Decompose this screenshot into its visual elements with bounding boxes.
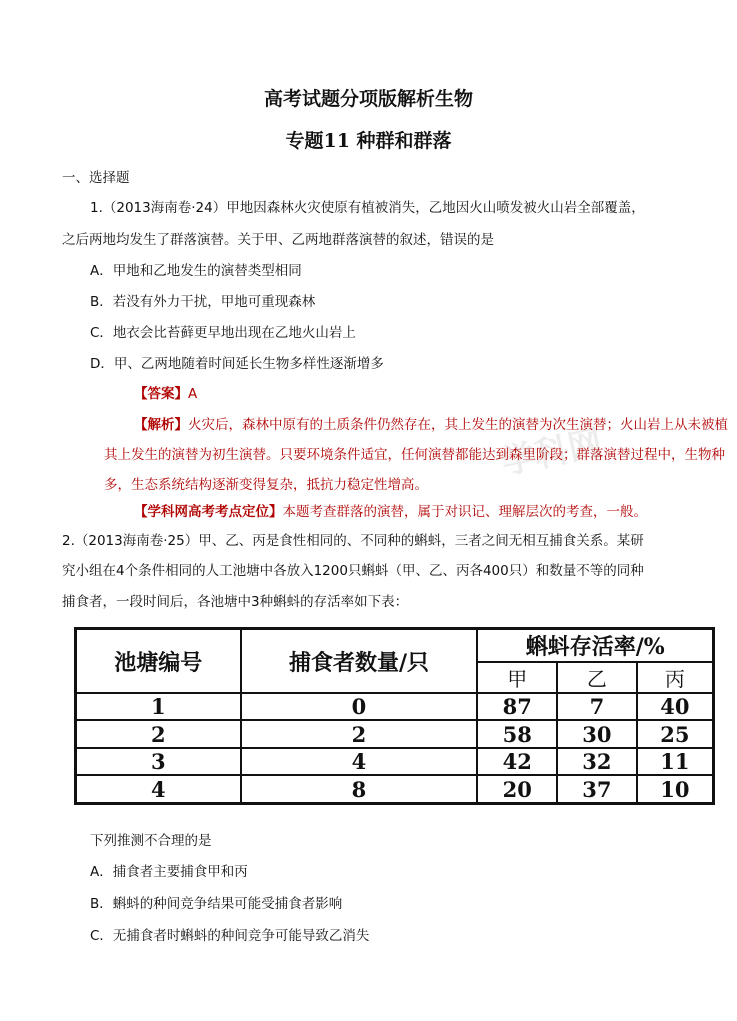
page-title: 高考试题分项版解析生物: [263, 88, 473, 110]
q1-option-a: A．甲地和乙地发生的演替类型相同: [90, 263, 302, 279]
subheader-jia: 甲: [477, 662, 557, 693]
section-heading: 一、选择题: [62, 170, 130, 186]
cell-pond: 2: [76, 720, 241, 747]
q2-option-c: C．无捕食者时蝌蚪的种间竞争可能导致乙消失: [90, 928, 370, 944]
cell-yi: 37: [557, 775, 637, 803]
cell-jia: 20: [477, 775, 557, 803]
analysis-text-1: 火灾后，森林中原有的土质条件仍然存在，其上发生的演替为次生演替；火山岩上从未被植: [188, 417, 728, 433]
cell-pond: 4: [76, 775, 241, 803]
q1-analysis-line2: 其上发生的演替为初生演替。只要环境条件适宜，任何演替都能达到森里阶段；群落演替过程中，生物种: [104, 447, 725, 463]
q2-question: 下列推测不合理的是: [90, 833, 212, 849]
table-row: [76, 720, 714, 747]
cell-predator: 2: [241, 720, 478, 747]
cell-predator: 8: [241, 775, 478, 803]
survival-table: [74, 627, 715, 805]
watermark-text: 学科网: [497, 422, 606, 484]
q1-option-c: C．地衣会比苔藓更早地出现在乙地火山岩上: [90, 325, 356, 341]
q1-analysis-line3: 多，生态系统结构逐渐变得复杂，抵抗力稳定性增高。: [104, 477, 428, 493]
cell-yi: 32: [557, 748, 637, 775]
cell-pond: 1: [76, 693, 241, 720]
cell-jia: 87: [477, 693, 557, 720]
table-row: [76, 693, 714, 720]
answer-label: 【答案】: [134, 386, 188, 402]
knowledge-point-label: 【学科网高考考点定位】: [134, 504, 283, 520]
cell-bing: 11: [637, 748, 714, 775]
cell-predator: 4: [241, 748, 478, 775]
subheader-yi: 乙: [557, 662, 637, 693]
q2-stem-line3: 捕食者，一段时间后，各池塘中3种蝌蚪的存活率如下表：: [62, 594, 409, 610]
q1-answer: [134, 382, 197, 402]
cell-bing: 10: [637, 775, 714, 803]
subheader-bing: 丙: [637, 662, 714, 693]
cell-jia: 58: [477, 720, 557, 747]
q2-stem-line1: 2.（2013海南卷·25）甲、乙、丙是食性相同的、不同种的蝌蚪，三者之间无相互捕食关系。某研: [62, 533, 644, 549]
q2-option-b: B．蝌蚪的种间竞争结果可能受捕食者影响: [90, 896, 343, 912]
q1-option-d: D．甲、乙两地随着时间延长生物多样性逐渐增多: [90, 356, 384, 372]
header-predator-count: 捕食者数量/只: [241, 629, 478, 694]
q1-analysis-line1: [134, 413, 728, 433]
table-row: [76, 748, 714, 775]
cell-yi: 30: [557, 720, 637, 747]
q1-stem-line1: 1.（2013海南卷·24）甲地因森林火灾使原有植被消失，乙地因火山喷发被火山岩全部覆盖，: [90, 200, 645, 216]
cell-bing: 25: [637, 720, 714, 747]
page-subtitle: 专题11 种群和群落: [285, 130, 452, 152]
header-pond-number: 池塘编号: [76, 629, 241, 694]
header-survival-rate: 蝌蚪存活率/%: [477, 629, 713, 663]
cell-yi: 7: [557, 693, 637, 720]
q2-option-a: A．捕食者主要捕食甲和丙: [90, 864, 248, 880]
table-row: [76, 775, 714, 803]
cell-bing: 40: [637, 693, 714, 720]
q1-option-b: B．若没有外力干扰，甲地可重现森林: [90, 294, 316, 310]
knowledge-point-text: 本题考查群落的演替，属于对识记、理解层次的考查，一般。: [282, 504, 647, 520]
cell-jia: 42: [477, 748, 557, 775]
q1-stem-line2: 之后两地均发生了群落演替。关于甲、乙两地群落演替的叙述，错误的是: [62, 232, 494, 248]
q1-knowledge-point: [134, 500, 647, 520]
cell-pond: 3: [76, 748, 241, 775]
cell-predator: 0: [241, 693, 478, 720]
answer-value: A: [188, 386, 198, 402]
q2-stem-line2: 究小组在4个条件相同的人工池塘中各放入1200只蝌蚪（甲、乙、丙各400只）和数量不等的同种: [62, 563, 644, 579]
analysis-label: 【解析】: [134, 417, 188, 433]
